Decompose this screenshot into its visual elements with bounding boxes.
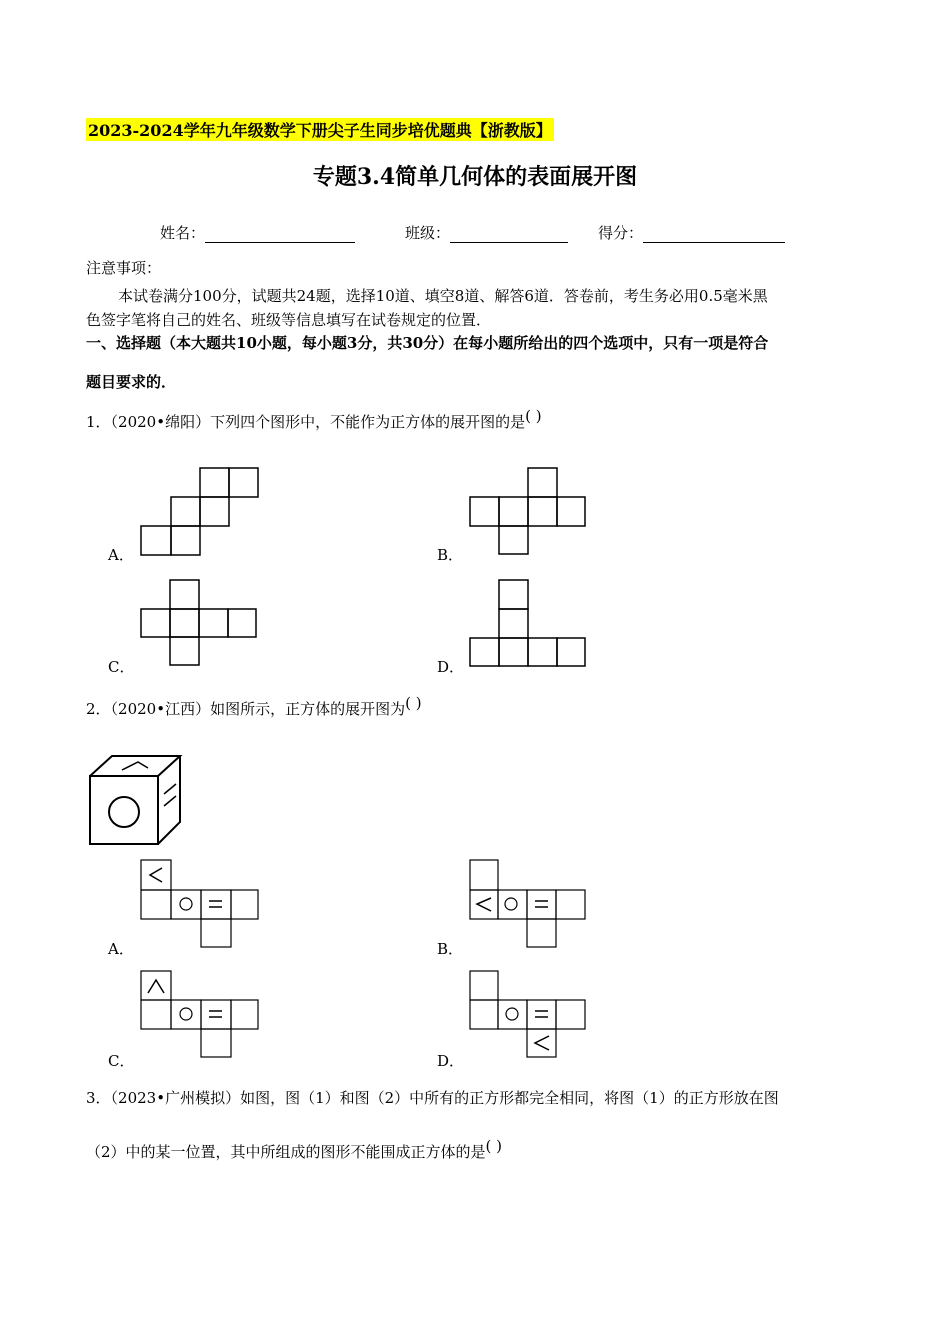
q1c-square [170, 609, 199, 637]
q1d-square [470, 638, 499, 666]
circle-symbol-icon [506, 1008, 518, 1020]
q2-figure-c [140, 970, 262, 1062]
name-blank [205, 228, 355, 243]
q2-option-a[interactable]: A． [108, 940, 134, 958]
q2c-square [201, 1029, 231, 1057]
q1d-square [528, 638, 557, 666]
q1c-square [170, 637, 199, 665]
q2c-square [231, 1000, 258, 1029]
q1b-square [499, 526, 528, 554]
series-header: 2023-2024学年九年级数学下册尖子生同步培优题典【浙教版】 [86, 118, 554, 141]
q2c-square [141, 1000, 171, 1029]
q3-text [86, 1137, 503, 1164]
q1b-square [499, 497, 528, 526]
q1d-square [499, 609, 528, 638]
q2d-square [470, 1000, 498, 1029]
q1-figure-b [469, 467, 589, 557]
page-title: 专题3.4简单几何体的表面展开图 [312, 164, 638, 190]
q1b-square [528, 497, 557, 526]
q2d-square [527, 1029, 556, 1057]
q1-option-b[interactable]: B． [437, 546, 464, 564]
circle-symbol-icon [180, 898, 192, 910]
q2d-square [527, 1000, 556, 1029]
less-than-symbol-icon [477, 898, 491, 911]
score-field [598, 222, 785, 243]
q1-option-c[interactable]: C． [108, 658, 135, 676]
q1b-square [470, 497, 499, 526]
q2c-square [141, 971, 171, 1000]
score-blank [643, 228, 785, 243]
class-label: 班级： [405, 224, 451, 242]
q2b-square [527, 919, 556, 947]
q2b-square [498, 890, 527, 919]
q2-figure-d [469, 970, 591, 1062]
q1-option-d[interactable]: D． [437, 658, 465, 676]
notes-line-1: 本试卷满分100分，试题共24题，选择10道、填空8道、解答6道．答卷前，考生务必用0.5毫米黑 [118, 287, 768, 305]
q2a-square [231, 890, 258, 919]
q1a-square [200, 468, 229, 497]
q2-figure-a [140, 859, 262, 951]
q2a-square [141, 860, 171, 890]
q2-text [86, 694, 422, 721]
q2-option-b[interactable]: B． [437, 940, 464, 958]
class-field [405, 222, 568, 243]
q2d-square [498, 1000, 527, 1029]
q1d-square [499, 580, 528, 609]
class-blank [450, 228, 568, 243]
section1-line-1: 一、选择题（本大题共10小题，每小题3分，共30分）在每小题所给出的四个选项中，只有一项是符合 [86, 334, 769, 352]
q2-option-d[interactable]: D． [437, 1052, 465, 1070]
q1-figure-d [469, 579, 589, 669]
circle-symbol-icon [505, 898, 517, 910]
q1-figure-c [140, 579, 260, 669]
q2c-square [171, 1000, 201, 1029]
score-label: 得分： [598, 224, 644, 242]
q1b-square [557, 497, 585, 526]
q1d-square [557, 638, 585, 666]
q1-answer-paren: ( ) [525, 407, 542, 425]
q2-question: 2．（2020•江西）如图所示，正方体的展开图为 [86, 700, 406, 718]
q2b-square [527, 890, 556, 919]
q2-option-c[interactable]: C． [108, 1052, 135, 1070]
equals-symbol-icon [164, 796, 176, 806]
name-field [160, 222, 355, 243]
circle-symbol-icon [180, 1008, 192, 1020]
q1a-square [141, 526, 171, 555]
q1a-square [171, 526, 200, 555]
q2-answer-paren: ( ) [405, 694, 422, 712]
q2-figure-b [469, 859, 591, 951]
q1-question: 1．（2020•绵阳）下列四个图形中，不能作为正方体的展开图的是 [86, 413, 526, 431]
less-than-symbol-icon [535, 1036, 549, 1050]
q2d-square [470, 971, 498, 1000]
q2a-square [201, 890, 231, 919]
q2b-square [470, 890, 498, 919]
q3-line-1: 3．（2023•广州模拟）如图，图（1）和图（2）中所有的正方形都完全相同，将图（1）的正方形放在图 [86, 1089, 779, 1107]
q1a-square [200, 497, 229, 526]
q1-figure-a [140, 467, 260, 557]
q1-text [86, 407, 542, 434]
cube-top-face [90, 756, 180, 776]
q2-cube-figure [88, 754, 188, 846]
caret-symbol-icon [122, 762, 148, 770]
cube-front-face [90, 776, 158, 844]
q2d-square [556, 1000, 585, 1029]
equals-symbol-icon [164, 784, 176, 794]
q2c-square [201, 1000, 231, 1029]
q2b-square [470, 860, 498, 890]
cube-side-face [158, 756, 180, 844]
q1b-square [528, 468, 557, 497]
q1d-square [499, 638, 528, 666]
q2a-square [141, 890, 171, 919]
less-than-symbol-icon [150, 868, 162, 882]
q1c-square [228, 609, 256, 637]
q1c-square [141, 609, 170, 637]
q1c-square [170, 580, 199, 609]
circle-symbol-icon [109, 797, 139, 827]
notes-line-2: 色签字笔将自己的姓名、班级等信息填写在试卷规定的位置． [86, 311, 492, 329]
notes-heading: 注意事项： [86, 259, 162, 277]
q1-option-a[interactable]: A． [108, 546, 134, 564]
q1c-square [199, 609, 228, 637]
name-label: 姓名： [160, 224, 206, 242]
q1a-square [229, 468, 258, 497]
section1-line-2: 题目要求的． [86, 373, 177, 391]
q2b-square [556, 890, 585, 919]
q1a-square [171, 497, 200, 526]
q2a-square [171, 890, 201, 919]
q2a-square [201, 919, 231, 947]
caret-up-symbol-icon [148, 980, 164, 993]
q3-question: （2）中的某一位置，其中所组成的图形不能围成正方体的是 [86, 1143, 486, 1161]
q3-answer-paren: ( ) [485, 1137, 503, 1155]
